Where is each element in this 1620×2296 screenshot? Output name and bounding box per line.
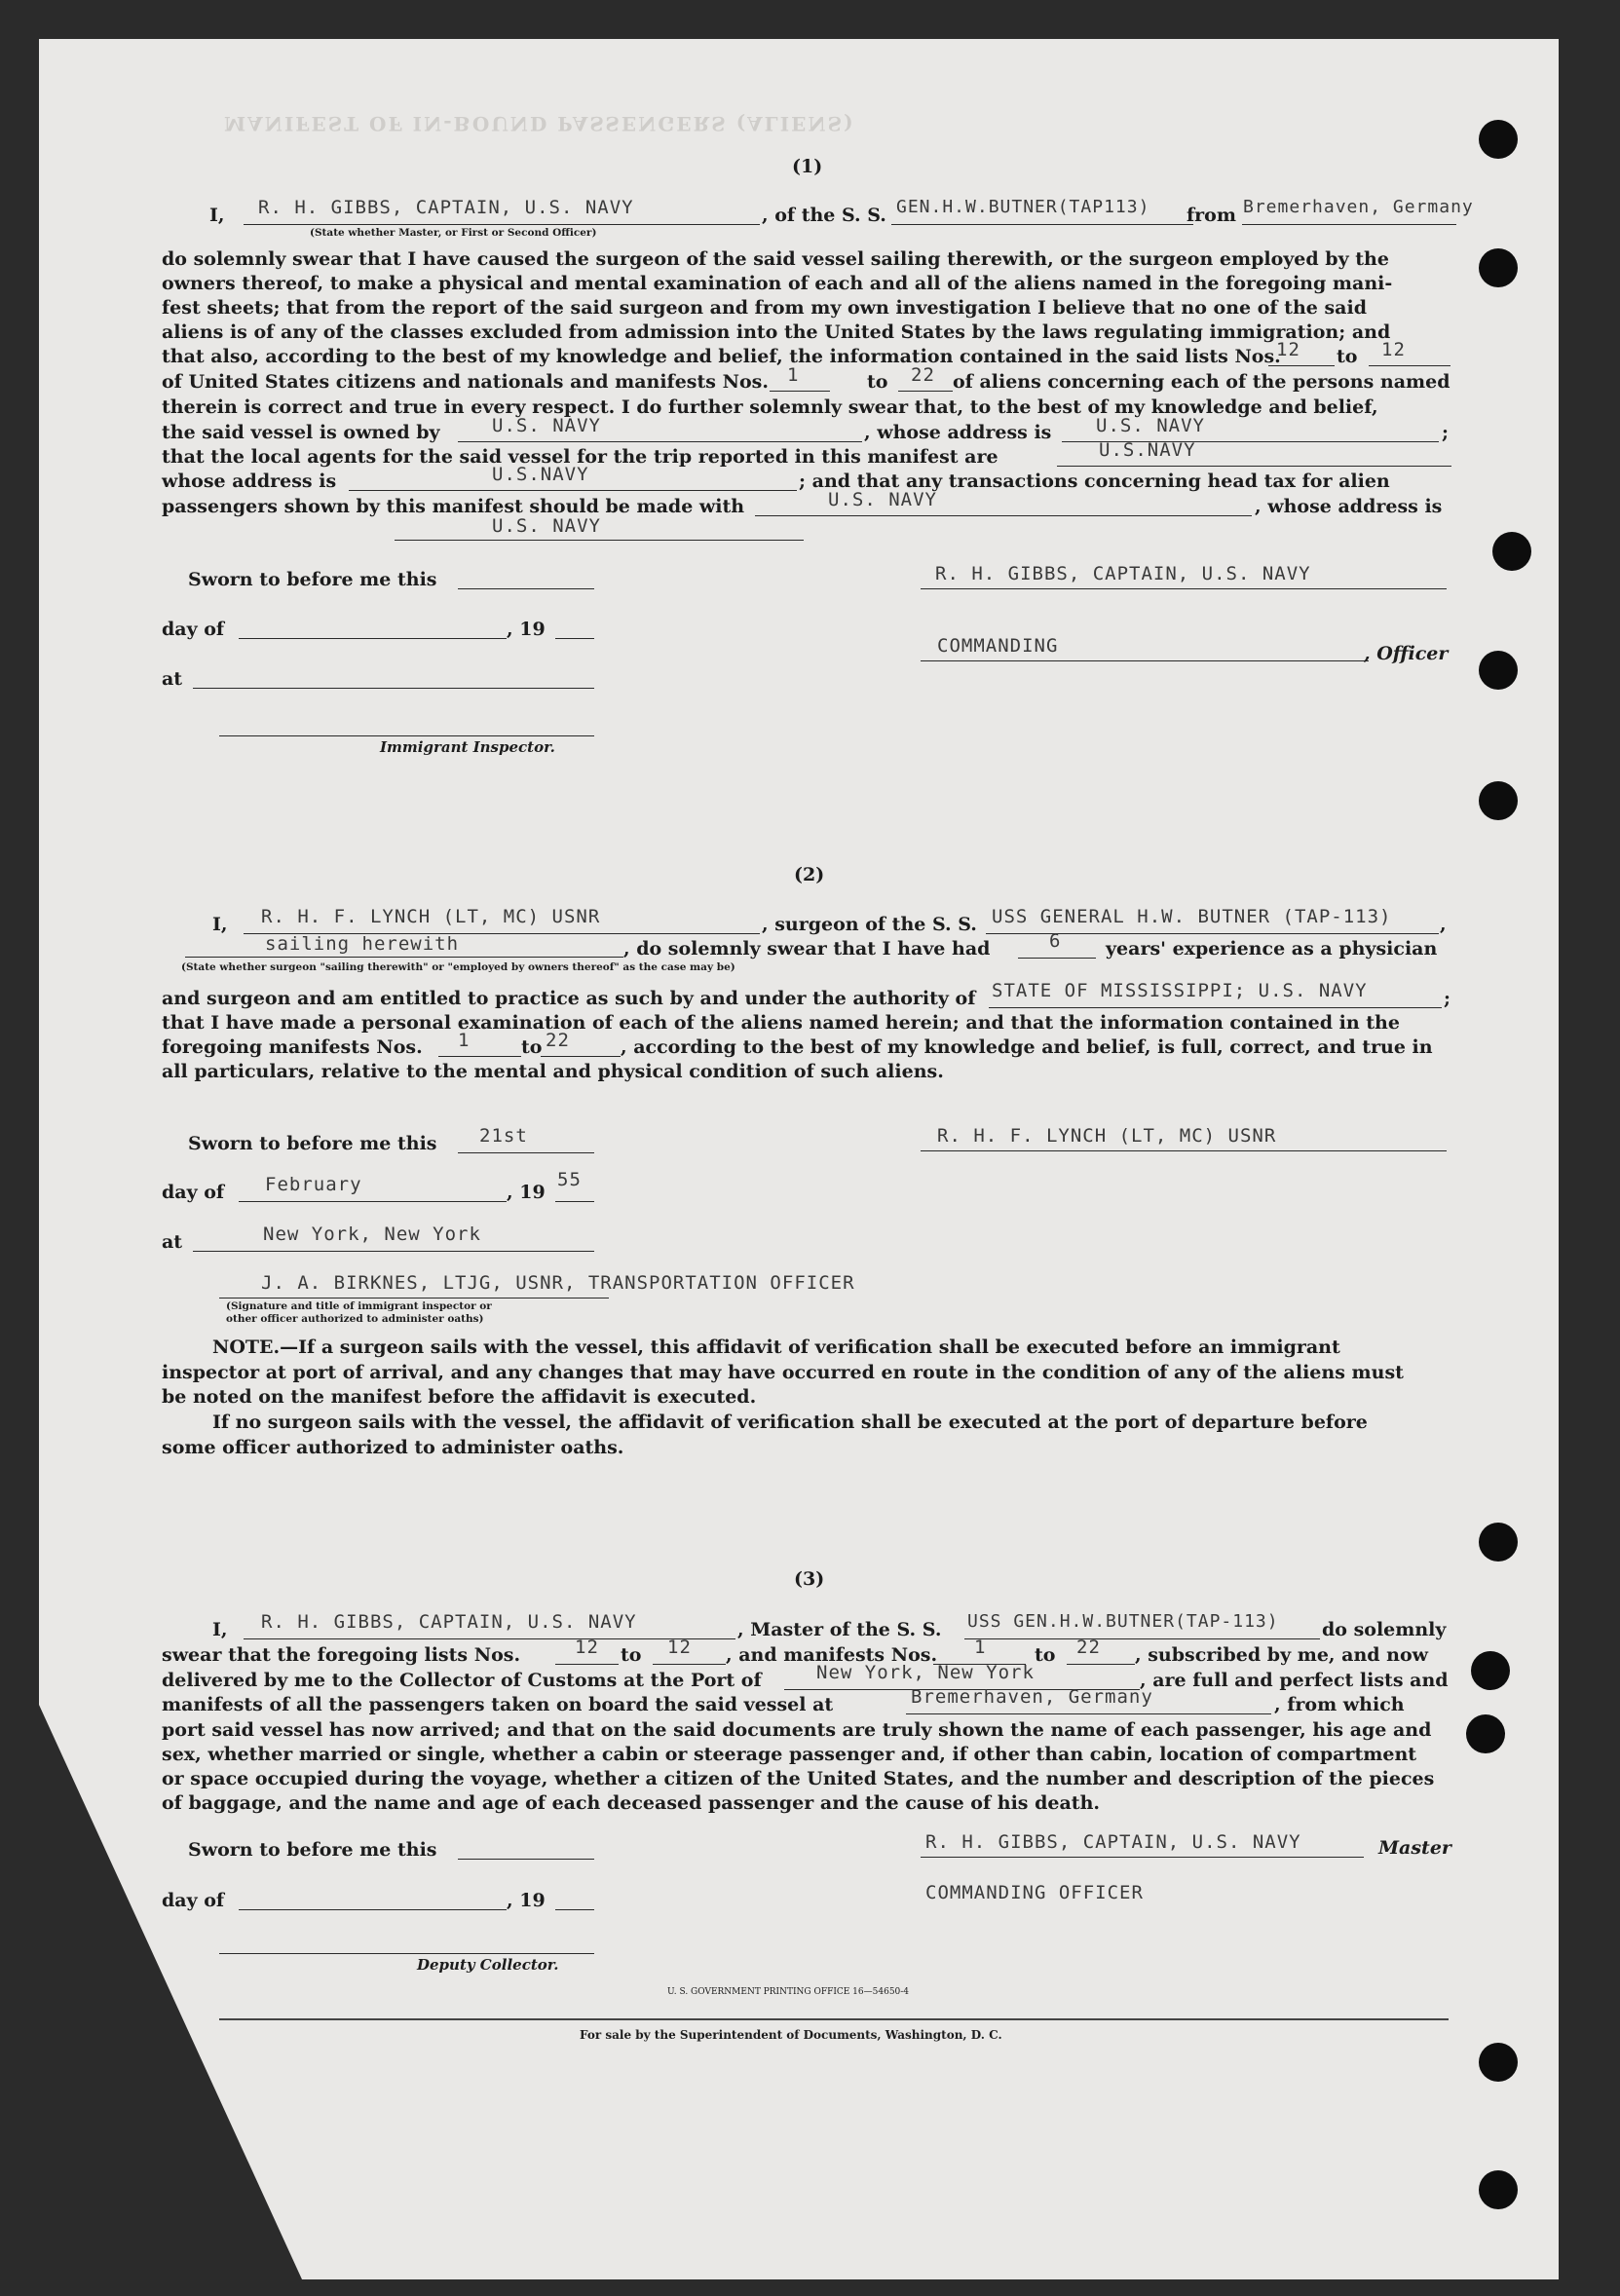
s1-headtax-address: U.S. NAVY <box>492 515 601 537</box>
s2-text: , do solemnly swear that I have had <box>623 938 991 960</box>
binder-hole <box>1466 1714 1505 1753</box>
binder-hole <box>1479 120 1518 159</box>
s1-signer: R. H. GIBBS, CAPTAIN, U.S. NAVY <box>935 563 1311 584</box>
s2-note-text: inspector at port of arrival, and any changes that may have occurred en route in the condition of any of the aliens must <box>162 1362 1404 1383</box>
s1-text: , whose address is <box>1255 496 1443 517</box>
s3-collector-label: Deputy Collector. <box>417 1956 559 1974</box>
s3-master-name: R. H. GIBBS, CAPTAIN, U.S. NAVY <box>261 1611 637 1633</box>
s2-note-1 <box>212 1336 1340 1358</box>
s3-signer: R. H. GIBBS, CAPTAIN, U.S. NAVY <box>925 1831 1301 1853</box>
s2-years: 6 <box>1049 930 1062 952</box>
s2-to: to <box>521 1036 543 1058</box>
s3-to: to <box>1035 1644 1056 1666</box>
s3-year-label: , 19 <box>507 1890 546 1911</box>
s1-text: that also, according to the best of my knowledge and belief, the information contained in the said lists Nos. <box>162 346 1281 367</box>
s3-vessel: USS GEN.H.W.BUTNER(TAP-113) <box>967 1611 1279 1632</box>
s3-manifest-to: 22 <box>1076 1637 1101 1658</box>
s1-port: Bremerhaven, Germany <box>1243 197 1474 217</box>
footer-text: For sale by the Superintendent of Documents, Washington, D. C. <box>580 2028 1002 2042</box>
s2-place: New York, New York <box>263 1223 481 1245</box>
s3-text: manifests of all the passengers taken on board the said vessel at <box>162 1694 834 1715</box>
s1-officer-label: , Officer <box>1364 643 1449 664</box>
binder-hole <box>1479 2043 1518 2082</box>
s2-text: and surgeon and am entitled to practice as such by and under the authority of <box>162 988 976 1009</box>
s3-sworn-label: Sworn to before me this <box>188 1839 437 1861</box>
bleed-through-header: MANIFEST OF IN-BOUND PASSENGERS (ALIENS) <box>224 112 855 135</box>
s2-text: , surgeon of the S. S. <box>762 914 977 935</box>
s2-text: years' experience as a physician <box>1106 938 1438 960</box>
s2-year-label: , 19 <box>507 1182 546 1203</box>
s2-text: , according to the best of my knowledge and belief, is full, correct, and true in <box>621 1036 1433 1058</box>
s3-text: do solemnly <box>1322 1619 1447 1640</box>
s1-text: whose address is <box>162 470 337 492</box>
binder-hole <box>1471 1651 1510 1690</box>
s1-text: that the local agents for the said vessel for the trip reported in this manifest are <box>162 446 998 468</box>
s3-signer-title: COMMANDING OFFICER <box>925 1882 1144 1903</box>
binder-hole <box>1479 2170 1518 2209</box>
s1-text: ; and that any transactions concerning head tax for alien <box>799 470 1390 492</box>
s2-officer-signature: J. A. BIRKNES, LTJG, USNR, TRANSPORTATION OFFICER <box>261 1272 855 1294</box>
s3-master-label: Master <box>1378 1837 1451 1859</box>
binder-hole <box>1479 248 1518 287</box>
s1-of-ss: , of the S. S. <box>762 205 886 226</box>
s2-sailing-note: (State whether surgeon "sailing therewith" or "employed by owners thereof" as the case may be) <box>181 961 735 973</box>
binder-hole <box>1479 781 1518 820</box>
s1-text: therein is correct and true in every respect. I do further solemnly swear that, to the best of my knowledge and belief, <box>162 396 1378 418</box>
s1-headtax: U.S. NAVY <box>828 489 937 510</box>
s1-at-label: at <box>162 668 183 690</box>
s3-text: swear that the foregoing lists Nos. <box>162 1644 521 1666</box>
s1-text: fest sheets; that from the report of the said surgeon and from my own investigation I believe that no one of the said <box>162 297 1367 319</box>
s3-text: delivered by me to the Collector of Customs at the Port of <box>162 1670 762 1691</box>
s1-i: I, <box>209 205 225 226</box>
s3-lists-from: 12 <box>575 1637 599 1658</box>
s2-day-of-label: day of <box>162 1182 225 1203</box>
s1-to: to <box>867 371 888 393</box>
s2-note-text: If no surgeon sails with the vessel, the affidavit of verification shall be executed at the port of departure before <box>212 1411 1368 1433</box>
s1-text: the said vessel is owned by <box>162 422 440 443</box>
s2-sworn-day: 21st <box>479 1125 528 1147</box>
s1-master-name: R. H. GIBBS, CAPTAIN, U.S. NAVY <box>258 197 634 218</box>
s3-text: port said vessel has now arrived; and that on the said documents are truly shown the name of each passenger, his age and <box>162 1719 1432 1741</box>
s2-manifest-to: 22 <box>546 1030 570 1051</box>
s3-board-port: Bremerhaven, Germany <box>911 1686 1153 1708</box>
s1-signer-title: COMMANDING <box>937 635 1059 657</box>
s3-text: , Master of the S. S. <box>737 1619 942 1640</box>
s1-lists-to: 12 <box>1381 339 1406 360</box>
s1-semicolon: ; <box>1442 422 1450 443</box>
s2-signer: R. H. F. LYNCH (LT, MC) USNR <box>937 1125 1277 1147</box>
s3-text: , subscribed by me, and now <box>1135 1644 1429 1666</box>
s2-sailing: sailing herewith <box>265 933 460 955</box>
s2-text: all particulars, relative to the mental and physical condition of such aliens. <box>162 1061 944 1082</box>
s3-text: , are full and perfect lists and <box>1140 1670 1449 1691</box>
s2-month: February <box>265 1174 362 1195</box>
s3-day-of-label: day of <box>162 1890 225 1911</box>
s2-text: foregoing manifests Nos. <box>162 1036 423 1058</box>
s3-text: , and manifests Nos. <box>726 1644 938 1666</box>
s1-from: from <box>1187 205 1236 226</box>
s3-port-of: New York, New York <box>816 1662 1035 1683</box>
s2-note-text: be noted on the manifest before the affidavit is executed. <box>162 1386 757 1408</box>
s1-agents: U.S.NAVY <box>1099 439 1196 461</box>
s2-year: 55 <box>557 1169 582 1190</box>
s3-text: sex, whether married or single, whether a cabin or steerage passenger and, if other than cabin, location of compartment <box>162 1744 1417 1765</box>
s1-text: , whose address is <box>864 422 1052 443</box>
s3-manifest-from: 1 <box>974 1637 987 1658</box>
s3-text: of baggage, and the name and age of each deceased passenger and the cause of his death. <box>162 1792 1100 1814</box>
s1-master-note: (State whether Master, or First or Second Officer) <box>310 227 597 239</box>
s1-to: to <box>1337 346 1358 367</box>
s1-sworn-label: Sworn to before me this <box>188 569 437 590</box>
s1-text: aliens is of any of the classes excluded from admission into the United States by the laws regulating immigration; and <box>162 321 1391 343</box>
s1-text: of aliens concerning each of the persons named <box>953 371 1450 393</box>
s2-comma: , <box>1440 914 1447 935</box>
s2-manifest-from: 1 <box>458 1030 471 1051</box>
s3-text: or space occupied during the voyage, whether a citizen of the United States, and the number and description of the pieces <box>162 1768 1435 1789</box>
section-1-number: (1) <box>792 156 823 177</box>
s2-note-text: —If a surgeon sails with the vessel, this affidavit of verification shall be executed before an immigrant <box>280 1336 1340 1358</box>
s1-text: passengers shown by this manifest should be made with <box>162 496 745 517</box>
s2-sig-note: (Signature and title of immigrant inspector or <box>226 1300 492 1312</box>
s1-lists-from: 12 <box>1276 339 1300 360</box>
binder-hole <box>1479 651 1518 690</box>
s1-year-label: , 19 <box>507 619 546 640</box>
section-3-number: (3) <box>794 1568 825 1590</box>
s1-text: of United States citizens and nationals and manifests Nos. <box>162 371 769 393</box>
s1-vessel: GEN.H.W.BUTNER(TAP113) <box>896 197 1150 217</box>
s3-i: I, <box>212 1619 228 1640</box>
s2-note-label: NOTE. <box>212 1336 281 1358</box>
s1-text: owners thereof, to make a physical and mental examination of each and all of the aliens named in the foregoing mani- <box>162 273 1393 294</box>
s2-authority: STATE OF MISSISSIPPI; U.S. NAVY <box>992 980 1368 1001</box>
s2-sig-note: other officer authorized to administer oaths) <box>226 1313 484 1325</box>
s3-to: to <box>621 1644 642 1666</box>
s1-manifest-from: 1 <box>787 364 800 386</box>
s1-owner-address: U.S. NAVY <box>1096 415 1205 436</box>
binder-hole <box>1479 1523 1518 1562</box>
s2-at-label: at <box>162 1231 183 1253</box>
s2-text: that I have made a personal examination of each of the aliens named herein; and that the information contained in the <box>162 1012 1400 1034</box>
footer-rule <box>219 2018 1449 2020</box>
s1-day-of-label: day of <box>162 619 225 640</box>
s1-inspector-label: Immigrant Inspector. <box>380 738 555 756</box>
s2-sworn-label: Sworn to before me this <box>188 1133 437 1154</box>
s2-surgeon-name: R. H. F. LYNCH (LT, MC) USNR <box>261 906 601 927</box>
s1-text: do solemnly swear that I have caused the surgeon of the said vessel sailing therewith, or the surgeon employed by the <box>162 248 1389 270</box>
s2-note-text: some officer authorized to administer oaths. <box>162 1437 624 1458</box>
s1-manifest-to: 22 <box>911 364 935 386</box>
s1-owner: U.S. NAVY <box>492 415 601 436</box>
s3-text: , from which <box>1274 1694 1405 1715</box>
binder-hole <box>1492 532 1531 571</box>
s2-vessel: USS GENERAL H.W. BUTNER (TAP-113) <box>992 906 1392 927</box>
gpo-imprint: U. S. GOVERNMENT PRINTING OFFICE 16—54650-4 <box>667 1987 910 1997</box>
s3-lists-to: 12 <box>667 1637 692 1658</box>
folded-corner <box>39 1705 302 2279</box>
s2-i: I, <box>212 914 228 935</box>
section-2-number: (2) <box>794 864 825 885</box>
s1-agents-address: U.S.NAVY <box>492 464 589 485</box>
s2-semicolon: ; <box>1444 988 1451 1009</box>
